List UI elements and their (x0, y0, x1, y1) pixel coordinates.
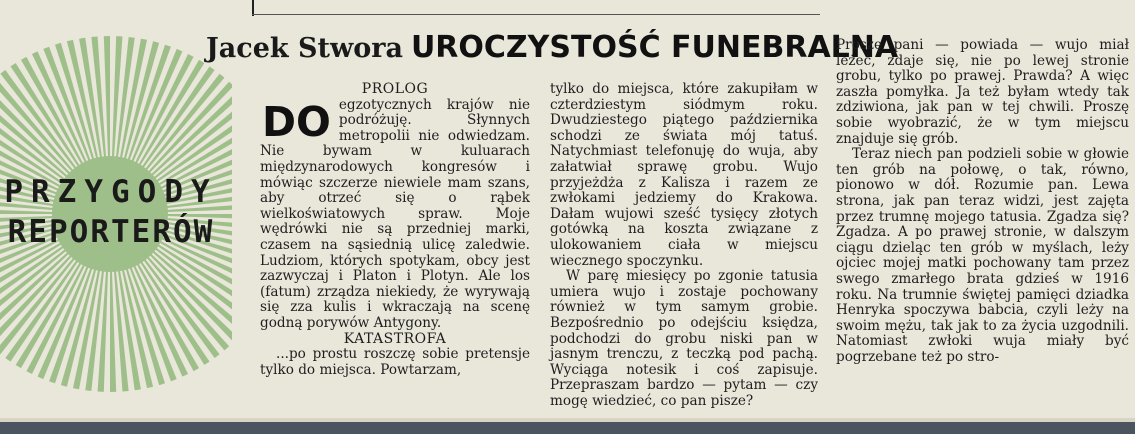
section-heading-prolog: PROLOG (361, 81, 429, 97)
paragraph-text: egzotycznych krajów nie podróżuję. Słynnych metropolii nie odwiedzam. Nie bywam w kuluarach międzynarodowych kongresów i mówiąc szczerze niewiele mam szans, aby otrzeć się o rąbek wielkoświatowych spraw. Moje wędrówki nie są przedniej marki, czasem na sąsiednią ulicę zaledwie. Ludziom, których spotykam, obcy jest zazwyczaj i Platon i Plotyn. Ale los (fatum) zrządza niekiedy, że wyrywają się zza kulis i wkraczają na scenę godną porywów Antygony. (260, 96, 530, 331)
article-headline (206, 30, 899, 80)
top-rule (252, 14, 820, 15)
text-column-3 (836, 38, 1129, 365)
text-column-1 (260, 82, 530, 378)
paragraph: ...po prostu roszczę sobie pretensje tylko do miejsca. Powtarzam, (260, 346, 530, 378)
paragraph: W parę miesięcy po zgonie tatusia umiera wujo i zostaje pochowany również w tym samym grobie. Bezpośrednio po odejściu księdza, podchodzi do grobu niski pan w jasnym trenczu, z teczką pod pachą. Wyciąga notesik i coś zapisuje. Przepraszam bardzo — pytam — czy mogę wiedzieć, co pan pisze? (550, 268, 818, 409)
section-heading-katastrofa: KATASTROFA (343, 330, 447, 347)
text-column-2 (550, 82, 818, 409)
badge-line-2: REPORTERÓW (7, 214, 215, 250)
paragraph: tylko do miejsca, które zakupiłam w czterdziestym siódmym roku. Dwudziestego piątego października schodzi ze świata mój tatuś. Natychmiast telefonuję do wuja, aby załatwiał sprawę grobu. Wujo przyjeżdża z Kalisza i razem ze zwłokami jedziemy do Krakowa. Dałam wujowi sześć tysięcy złotych gotówką na koszta związane z ulokowaniem ciała w miejscu wiecznego spoczynku. (550, 81, 818, 269)
paragraph: Teraz niech pan podzieli sobie w głowie ten grób na połowę, o tak, równo, pionowo w dół. Rozumie pan. Lewa strona, jak pan teraz widzi, jest zajęta przez trumnę mojego tatusia. Zgadza się? Zgadza. A po prawej stronie, w dalszym ciągu dzieląc ten grób w myślach, leży ojciec mojej matki pochowany tam przez swego zmarłego brata gdzieś w 1916 roku. Na trumnie świętej pamięci dziadka Henryka spoczywa babcia, czyli leży na swoim mężu, tak jak to za życia uzgodnili. Natomiast zwłoki wuja miały być pogrzebane też po stro- (836, 146, 1129, 365)
badge-line-1: PRZYGODY (4, 174, 218, 210)
section-badge (0, 34, 232, 410)
article-author: Jacek Stwora (206, 33, 403, 64)
drop-cap: DO (262, 97, 331, 146)
bottom-strip (0, 418, 1135, 434)
paragraph: Proszę pani — powiada — wujo miał leżeć, zdaje się, nie po lewej stronie grobu, tylko po prawej. Prawda? A więc zaszła pomyłka. Ja też byłam wtedy tak zdziwiona, jak pan w tej chwili. Proszę sobie wyobrazić, że w tym miejscu znajduje się grób. (836, 37, 1129, 147)
article-title: UROCZYSTOŚĆ FUNEBRALNA (410, 30, 899, 65)
paragraph (260, 98, 530, 332)
